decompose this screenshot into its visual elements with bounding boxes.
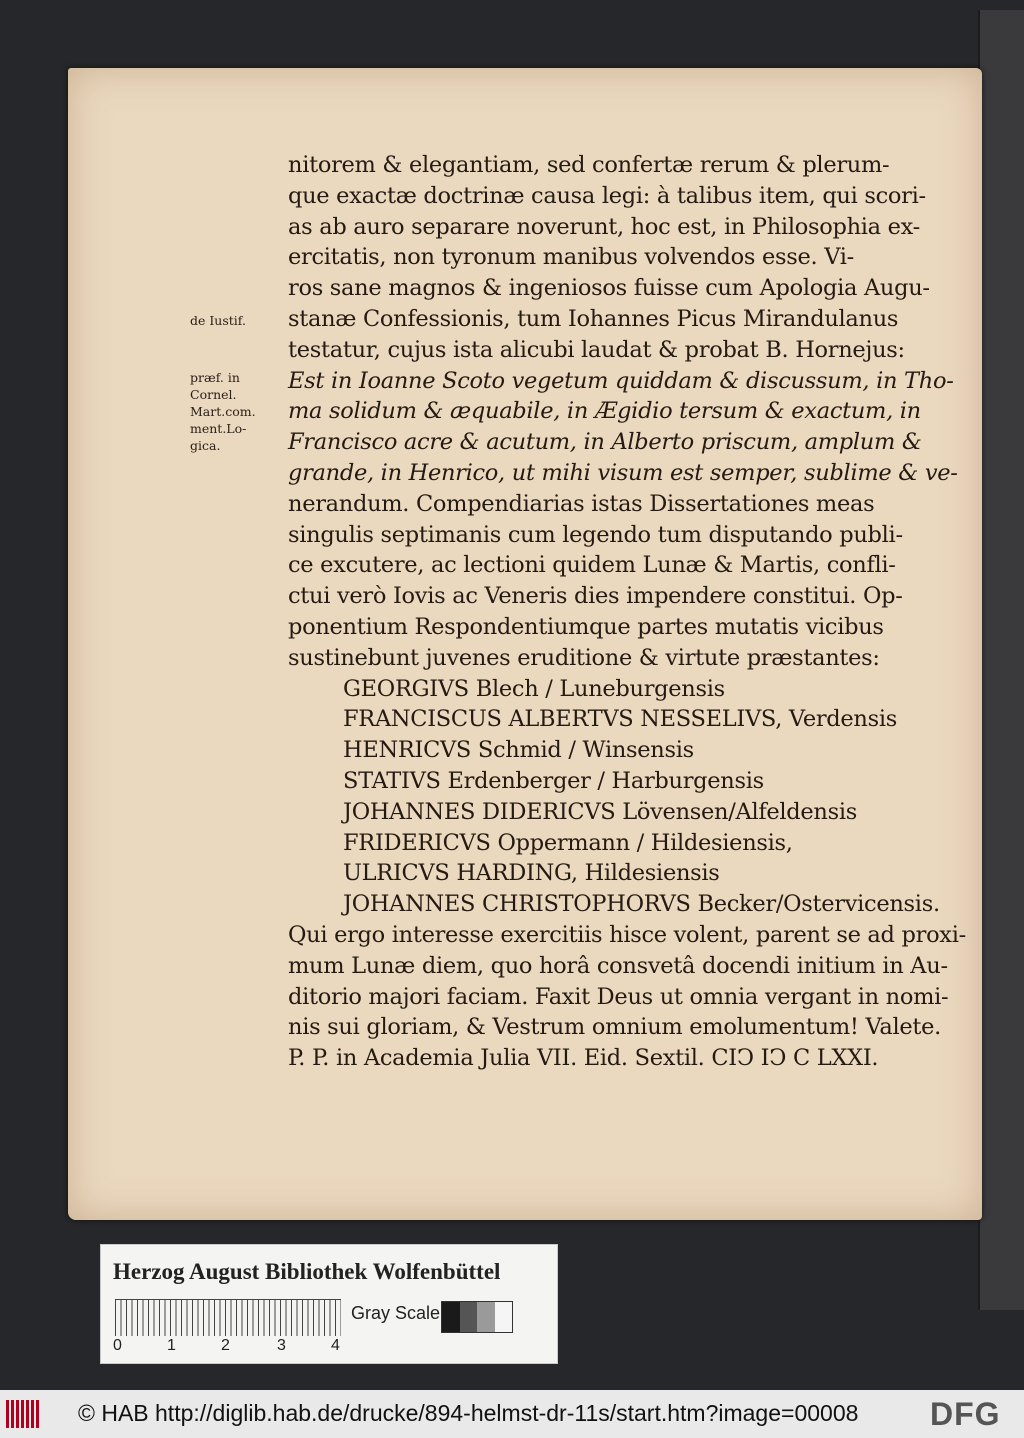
text-line: as ab auro separare noverunt, hoc est, in Philosophia ex- bbox=[288, 213, 920, 240]
gray-swatch bbox=[442, 1302, 460, 1332]
text-line: mum Lunæ diem, quo horâ consvetâ docendi initium in Au- bbox=[288, 952, 948, 979]
ruler-number: 3 bbox=[277, 1337, 286, 1354]
gray-scale-swatch bbox=[441, 1301, 513, 1333]
gray-swatch bbox=[460, 1302, 478, 1332]
text-line: ctui verò Iovis ac Veneris dies impendere constitui. Op- bbox=[288, 583, 903, 610]
margin-note-line: præf. in bbox=[190, 370, 240, 385]
ruler-number: 1 bbox=[167, 1337, 176, 1354]
backing-board bbox=[978, 10, 1024, 1310]
text-line: GEORGIVS Blech / Luneburgensis bbox=[343, 675, 725, 702]
text-line: JOHANNES CHRISTOPHORVS Becker/Ostervicensis. bbox=[343, 891, 940, 918]
dfg-logo: DFG bbox=[930, 1396, 1001, 1432]
ruler-number: 2 bbox=[221, 1337, 230, 1354]
text-line: ponentium Respondentiumque partes mutatis vicibus bbox=[288, 613, 884, 640]
text-line: JOHANNES DIDERICVS Lövensen/Alfeldensis bbox=[343, 798, 857, 825]
text-line: Est in Ioanne Scoto vegetum quiddam & discussum, in Tho- bbox=[288, 367, 954, 394]
text-line: Francisco acre & acutum, in Alberto priscum, amplum & bbox=[288, 429, 922, 456]
text-line: grande, in Henrico, ut mihi visum est semper, sublime & ve- bbox=[288, 459, 958, 486]
text-line: P. P. in Academia Julia VII. Eid. Sextil. CIↃ IↃ C LXXI. bbox=[288, 1045, 879, 1072]
text-line: ce excutere, ac lectioni quidem Lunæ & Martis, confli- bbox=[288, 552, 896, 579]
text-line: ditorio majori faciam. Faxit Deus ut omnia vergant in nomi- bbox=[288, 983, 949, 1010]
main-text bbox=[288, 150, 966, 1074]
gray-scale-label: Gray Scale bbox=[351, 1303, 441, 1323]
gray-swatch bbox=[477, 1302, 495, 1332]
text-line: Qui ergo interesse exercitiis hisce volent, parent se ad proxi- bbox=[288, 921, 966, 948]
margin-note-line: gica. bbox=[190, 438, 221, 453]
text-line: FRANCISCUS ALBERTVS NESSELIVS, Verdensis bbox=[343, 706, 897, 733]
hab-logo-icon bbox=[6, 1400, 40, 1428]
text-line: FRIDERICVS Oppermann / Hildesiensis, bbox=[343, 829, 793, 856]
text-line: nerandum. Compendiarias istas Dissertationes meas bbox=[288, 490, 875, 517]
scale-ruler bbox=[115, 1299, 341, 1336]
text-line: que exactæ doctrinæ causa legi: à talibus item, qui scori- bbox=[288, 182, 926, 209]
text-line: stanæ Confessionis, tum Iohannes Picus Mirandulanus bbox=[288, 305, 899, 332]
text-line: ULRICVS HARDING, Hildesiensis bbox=[343, 860, 720, 887]
ruler-number: 4 bbox=[331, 1337, 340, 1354]
ruler-number: 0 bbox=[113, 1337, 122, 1354]
text-line: testatur, cujus ista alicubi laudat & probat B. Hornejus: bbox=[288, 336, 905, 363]
margin-note-iustif: de Iustif. bbox=[190, 313, 246, 328]
text-line: nis sui gloriam, & Vestrum omnium emolumentum! Valete. bbox=[288, 1014, 941, 1041]
margin-note-line: ment.Lo- bbox=[190, 421, 247, 436]
text-line: ma solidum & æquabile, in Ægidio tersum & exactum, in bbox=[288, 398, 921, 425]
text-line: sustinebunt juvenes eruditione & virtute præstantes: bbox=[288, 644, 880, 671]
gray-swatch bbox=[495, 1302, 513, 1332]
text-line: singulis septimanis cum legendo tum disputando publi- bbox=[288, 521, 903, 548]
library-name: Herzog August Bibliothek Wolfenbüttel bbox=[113, 1259, 501, 1284]
margin-notes bbox=[190, 312, 290, 454]
text-line: nitorem & elegantiam, sed confertæ rerum & plerum- bbox=[288, 152, 890, 178]
text-line: STATIVS Erdenberger / Harburgensis bbox=[343, 767, 764, 794]
text-line: ercitatis, non tyronum manibus volvendos esse. Vi- bbox=[288, 244, 854, 271]
text-line: HENRICVS Schmid / Winsensis bbox=[343, 737, 694, 764]
margin-note-line: Cornel. bbox=[190, 387, 237, 402]
text-line: ros sane magnos & ingeniosos fuisse cum Apologia Augu- bbox=[288, 275, 930, 302]
library-label-card bbox=[100, 1244, 558, 1364]
footer-copyright-url[interactable]: © HAB http://diglib.hab.de/drucke/894-helmst-dr-11s/start.htm?image=00008 bbox=[78, 1400, 859, 1426]
footer-bar bbox=[0, 1390, 1024, 1438]
margin-note-line: Mart.com. bbox=[190, 404, 256, 419]
